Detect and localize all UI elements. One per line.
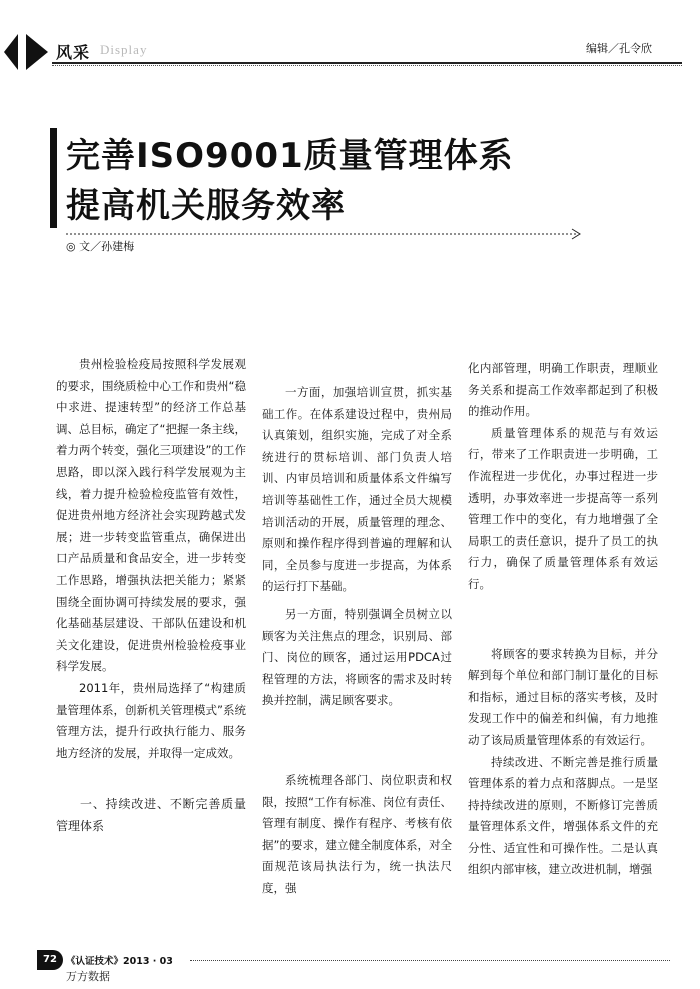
footer-dotted-rule bbox=[190, 960, 670, 961]
section-heading: 一、持续改进、不断完善质量管理体系 bbox=[56, 797, 246, 833]
author-byline: ◎ 文／孙建梅 bbox=[66, 240, 135, 253]
article-title-line1: 完善ISO9001质量管理体系 bbox=[66, 136, 514, 176]
section-arrow-icon bbox=[4, 30, 48, 74]
section-label: 风采 bbox=[56, 43, 91, 62]
section-label-en: Display bbox=[100, 42, 148, 57]
article-title-line2: 提高机关服务效率 bbox=[66, 186, 346, 226]
column-3 bbox=[468, 358, 658, 881]
paragraph: 将顾客的要求转换为目标，并分解到每个单位和部门制订量化的目标和指标，通过目标的落实考核，及时发现工作中的偏差和纠偏，有力地推动了该局质量管理体系的有效运行。 bbox=[468, 646, 658, 747]
paragraph: 另一方面，特别强调全员树立以顾客为关注焦点的理念，识别局、部门、岗位的顾客，通过运用PDCA过程管理的方法，将顾客的需求及时转换并控制，满足顾客要求。 bbox=[262, 606, 452, 708]
column-1 bbox=[56, 354, 246, 837]
paragraph: 系统梳理各部门、岗位职责和权限，按照“工作有标准、岗位有责任、管理有制度、操作有程序、考核有依据”的要求，建立健全制度体系，对全面规范该局执法行为，统一执法尺度，强 bbox=[262, 772, 452, 895]
paragraph: 一方面，加强培训宣贯，抓实基础工作。在体系建设过程中，贵州局认真策划，组织实施，完成了对全系统进行的贯标培训、部门负责人培训、内审员培训和质量体系文件编写培训等基础性工作，通过全员大规模培训活动的开展，质量管理的理念、原则和操作程序得到普遍的理解和认同，全员参与度进一步提高，为体系的运行打下基础。 bbox=[262, 385, 452, 594]
paragraph: 化内部管理，明确工作职责，理顺业务关系和提高工作效率都起到了积极的推动作用。 bbox=[468, 361, 658, 419]
paragraph: 贵州检验检疫局按照科学发展观的要求，围绕质检中心工作和贵州“稳中求进、提速转型”的经济工作总基调、总目标，确定了“把握一条主线，着力两个转变，强化三项建设”的工作思路，即以深入践行科学发展观为主线，着力提升检验检疫监管有效性，促进贵州地方经济社会实现跨越式发展；进一步转变监管重点，确保进出口产品质量和食品安全，进一步转变工作思路，增强执法把关能力；紧紧围绕全面协调可持续发展的要求，强化基础基层建设、干部队伍建设和机关文化建设，促进贵州检验检疫事业科学发展。 bbox=[56, 357, 246, 674]
paragraph: 持续改进、不断完善是推行质量管理体系的着力点和落脚点。一是坚持持续改进的原则，不断修订完善质量管理体系文件，增强体系文件的充分性、适宜性和可操作性。二是认真组织内部审核，建立改进机制，增强 bbox=[468, 754, 658, 877]
journal-issue: 《认证技术》2013 · 03 bbox=[66, 956, 173, 967]
paragraph: 质量管理体系的规范与有效运行，带来了工作职责进一步明确，工作流程进一步优化，办事过程进一步透明，办事效率进一步提高等一系列管理工作中的变化，有力地增强了全局职工的责任意识，提升了员工的执行力，确保了质量管理体系有效运行。 bbox=[468, 425, 658, 591]
editor-credit: 编辑／孔令欣 bbox=[586, 42, 652, 55]
watermark: 万方数据 bbox=[66, 970, 110, 983]
page-number: 72 bbox=[37, 950, 63, 970]
header-dotted-rule bbox=[52, 65, 682, 66]
paragraph: 2011年，贵州局选择了“构建质量管理体系，创新机关管理模式”系统管理方法，提升行政执行能力、服务地方经济的发展，并取得一定成效。 bbox=[56, 680, 246, 760]
header-rule bbox=[52, 62, 682, 64]
column-2 bbox=[262, 382, 452, 899]
title-arrow-rule-icon bbox=[66, 228, 586, 240]
title-accent-bar bbox=[50, 128, 57, 228]
